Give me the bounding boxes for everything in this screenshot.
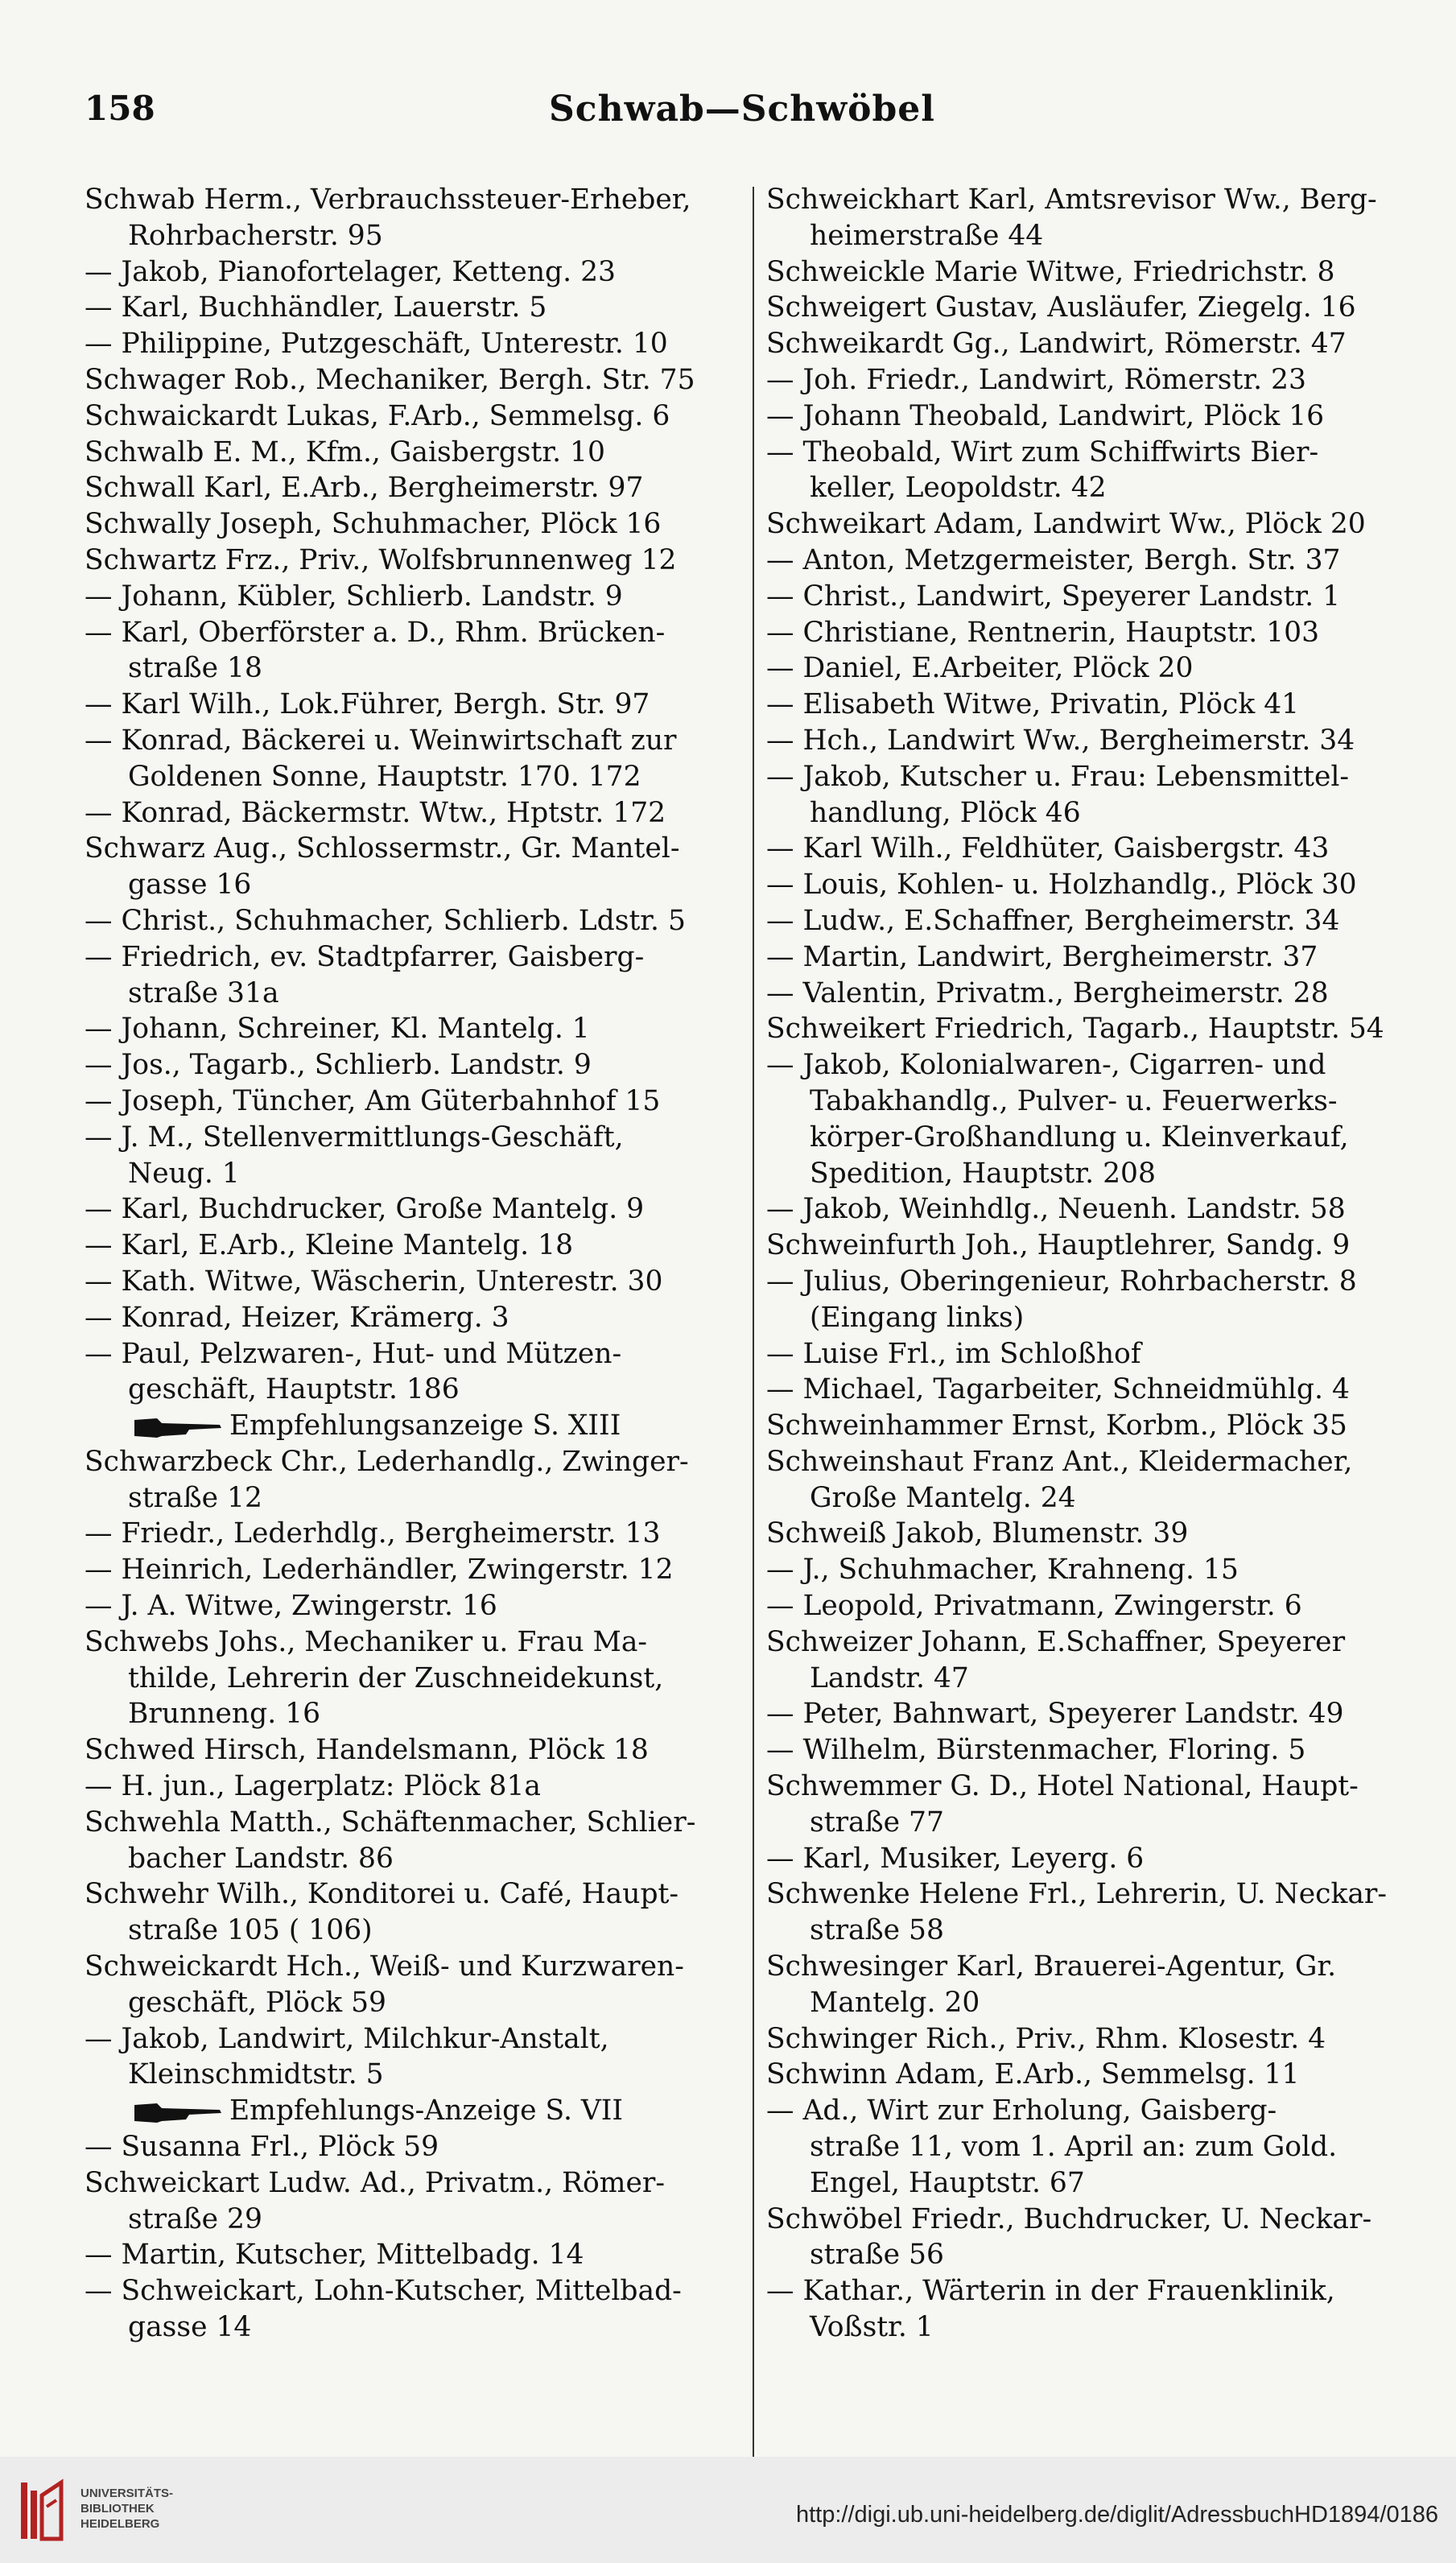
university-library-logo-icon [14,2474,71,2547]
directory-entry-line: — Jakob, Weinhdlg., Neuenh. Landstr. 58 [766,1193,1346,1226]
directory-entry-line: Schweickart Ludw. Ad., Privatm., Römer- [85,2166,666,2199]
directory-entry-line: — Jakob, Landwirt, Milchkur-Anstalt, [85,2022,609,2055]
directory-entry-line: straße 12 [128,1481,262,1514]
directory-entry-line: — Schweickart, Lohn-Kutscher, Mittelbad- [85,2275,682,2308]
pointing-hand-icon [133,1415,223,1439]
directory-entry-line: straße 58 [810,1914,944,1947]
directory-entry-line: Schwehla Matth., Schäftenmacher, Schlier- [85,1806,696,1839]
directory-entry-line: Mantelg. 20 [810,1986,980,2019]
directory-entry-line: straße 29 [128,2202,262,2235]
directory-entry-line: Empfehlungsanzeige S. XIII [85,1408,761,1444]
directory-entry-line: — Daniel, E.Arbeiter, Plöck 20 [766,652,1194,685]
page-number: 158 [85,89,155,128]
directory-entry-line: Empfehlungs-Anzeige S. VII [85,2093,761,2129]
directory-entry-line: Schwartz Frz., Priv., Wolfsbrunnenweg 12 [85,543,677,576]
directory-entry-line: — Ad., Wirt zur Erholung, Gaisberg- [766,2095,1277,2128]
directory-entry-line: Schweinshaut Franz Ant., Kleidermacher, [766,1445,1353,1478]
directory-entry-line: — Martin, Landwirt, Bergheimerstr. 37 [766,940,1318,973]
directory-entry-line: — Paul, Pelzwaren-, Hut- und Mützen- [85,1337,622,1370]
directory-entry-line: gasse 16 [128,869,252,902]
directory-entry-line: — Konrad, Heizer, Krämerg. 3 [85,1301,509,1334]
directory-entry-line: Schwinger Rich., Priv., Rhm. Klosestr. 4 [766,2022,1326,2055]
directory-entry-line: Schwebs Johs., Mechaniker u. Frau Ma- [85,1625,648,1658]
directory-entry-line: Spedition, Hauptstr. 208 [810,1157,1156,1190]
directory-entry-line: Schweickardt Hch., Weiß- und Kurzwaren- [85,1950,684,1983]
directory-entry-line: thilde, Lehrerin der Zuschneidekunst, [128,1661,664,1694]
directory-entry-line: — Elisabeth Witwe, Privatin, Plöck 41 [766,688,1300,721]
directory-entry-line: — Konrad, Bäckerei u. Weinwirtschaft zur [85,724,677,757]
directory-entry-line: geschäft, Hauptstr. 186 [128,1373,460,1406]
directory-entry-line: — Hch., Landwirt Ww., Bergheimerstr. 34 [766,724,1355,757]
directory-entry-line: Schwarzbeck Chr., Lederhandlg., Zwinger- [85,1445,689,1478]
directory-entry-line: — Leopold, Privatmann, Zwingerstr. 6 [766,1590,1302,1623]
directory-entry-line: Schwenke Helene Frl., Lehrerin, U. Neckar- [766,1878,1388,1911]
directory-entry-line: geschäft, Plöck 59 [128,1986,386,2019]
directory-entry-line: Schweinhammer Ernst, Korbm., Plöck 35 [766,1409,1347,1442]
directory-entry-line: — Peter, Bahnwart, Speyerer Landstr. 49 [766,1698,1344,1731]
directory-entry-line: Rohrbacherstr. 95 [128,219,383,252]
directory-entry-line: Schweikardt Gg., Landwirt, Römerstr. 47 [766,328,1347,361]
directory-entry-line: — J., Schuhmacher, Krahneng. 15 [766,1554,1239,1587]
directory-entry-line: — Ludw., E.Schaffner, Bergheimerstr. 34 [766,904,1340,937]
directory-entry-line: — Karl, Buchdrucker, Große Mantelg. 9 [85,1193,645,1226]
directory-entry-line: Schwed Hirsch, Handelsmann, Plöck 18 [85,1734,649,1767]
directory-entry-line: — Konrad, Bäckermstr. Wtw., Hptstr. 172 [85,796,666,829]
directory-entry-line: — Kathar., Wärterin in der Frauenklinik, [766,2275,1335,2308]
directory-entry-line: — Jos., Tagarb., Schlierb. Landstr. 9 [85,1049,592,1082]
directory-entry-line: — Michael, Tagarbeiter, Schneidmühlg. 4 [766,1373,1350,1406]
directory-entry-line: — Luise Frl., im Schloßhof [766,1337,1141,1370]
directory-entry-line: gasse 14 [128,2311,252,2344]
directory-entry-line: keller, Leopoldstr. 42 [810,472,1107,505]
directory-entry-line: — Karl, Buchhändler, Lauerstr. 5 [85,291,547,324]
directory-entry-line: Schwinn Adam, E.Arb., Semmelsg. 11 [766,2058,1300,2091]
directory-entry-line: Schwemmer G. D., Hotel National, Haupt- [766,1770,1359,1803]
directory-entry-line: — Karl Wilh., Feldhüter, Gaisbergstr. 43 [766,832,1330,865]
directory-entry-line: — Christiane, Rentnerin, Hauptstr. 103 [766,616,1320,649]
directory-entry-line: Schweizer Johann, E.Schaffner, Speyerer [766,1625,1346,1658]
pointing-hand-icon [133,2100,223,2124]
directory-entry-line: (Eingang links) [810,1301,1025,1334]
directory-entry-line: Brunneng. 16 [128,1698,321,1731]
directory-entry-line: Schwarz Aug., Schlossermstr., Gr. Mantel- [85,832,680,865]
directory-entry-line: — Jakob, Kutscher u. Frau: Lebensmittel- [766,760,1350,793]
directory-entry-line: Schwaickardt Lukas, F.Arb., Semmelsg. 6 [85,399,670,432]
directory-entry-line: straße 31a [128,976,279,1009]
directory-entry-line: — Valentin, Privatm., Bergheimerstr. 28 [766,976,1329,1009]
directory-entry-line: körper-Großhandlung u. Kleinverkauf, [810,1121,1349,1154]
source-url-link[interactable]: http://digi.ub.uni-heidelberg.de/diglit/AdressbuchHD1894/0186 [795,2502,1438,2528]
directory-entry-line: Tabakhandlg., Pulver- u. Feuerwerks- [810,1084,1338,1117]
directory-entry-line: Schweickle Marie Witwe, Friedrichstr. 8 [766,255,1335,288]
directory-entry-line: Schweiß Jakob, Blumenstr. 39 [766,1517,1189,1550]
directory-entry-line: Kleinschmidtstr. 5 [128,2058,384,2091]
column-divider [753,187,754,2481]
directory-entry-line: Schweigert Gustav, Ausläufer, Ziegelg. 16 [766,291,1356,324]
directory-entry-line: straße 11, vom 1. April an: zum Gold. [810,2131,1338,2164]
directory-entry-line: — Karl, E.Arb., Kleine Mantelg. 18 [85,1229,574,1262]
directory-entry-line: — Joh. Friedr., Landwirt, Römerstr. 23 [766,363,1306,396]
directory-entry-line: — Theobald, Wirt zum Schiffwirts Bier- [766,435,1319,468]
directory-entry-line: Schwall Karl, E.Arb., Bergheimerstr. 97 [85,472,644,505]
directory-entry-line: Schwehr Wilh., Konditorei u. Café, Haupt- [85,1878,679,1911]
directory-entry-line: — Susanna Frl., Plöck 59 [85,2131,439,2164]
page-header [85,89,1400,140]
directory-entry-line: Schwager Rob., Mechaniker, Bergh. Str. 75 [85,363,695,396]
directory-entry-line: — H. jun., Lagerplatz: Plöck 81a [85,1770,541,1803]
directory-entry-line: straße 105 ( 106) [128,1914,373,1947]
directory-entry-line: — Martin, Kutscher, Mittelbadg. 14 [85,2239,584,2272]
directory-entry-line: — Joseph, Tüncher, Am Güterbahnhof 15 [85,1084,661,1117]
directory-entry-line: Schwally Joseph, Schuhmacher, Plöck 16 [85,508,662,541]
directory-entry-line: — Wilhelm, Bürstenmacher, Floring. 5 [766,1734,1306,1767]
directory-entry-line: Voßstr. 1 [810,2311,934,2344]
directory-entry-line: — J. M., Stellenvermittlungs-Geschäft, [85,1121,624,1154]
library-name: UNIVERSITÄTS- BIBLIOTHEK HEIDELBERG [80,2487,174,2531]
directory-entry-line: — Johann, Kübler, Schlierb. Landstr. 9 [85,580,623,613]
right-column [766,182,1442,2346]
directory-entry-line: straße 77 [810,1806,944,1839]
directory-entry-line: — Karl, Oberförster a. D., Rhm. Brücken- [85,616,666,649]
directory-entry-line: — Johann, Schreiner, Kl. Mantelg. 1 [85,1013,590,1046]
directory-entry-line: Schweickhart Karl, Amtsrevisor Ww., Berg- [766,184,1377,216]
directory-entry-line: — Julius, Oberingenieur, Rohrbacherstr. 8 [766,1265,1357,1298]
directory-entry-line: Neug. 1 [128,1157,240,1190]
footer-bar [0,2457,1456,2563]
directory-entry-line: Schweinfurth Joh., Hauptlehrer, Sandg. 9 [766,1229,1351,1262]
directory-entry-line: handlung, Plöck 46 [810,796,1081,829]
directory-entry-line: Große Mantelg. 24 [810,1481,1076,1514]
directory-entry-line: — Louis, Kohlen- u. Holzhandlg., Plöck 30 [766,869,1357,902]
directory-entry-line: Schwalb E. M., Kfm., Gaisbergstr. 10 [85,435,605,468]
directory-entry-line: — Christ., Schuhmacher, Schlierb. Ldstr. 5 [85,904,686,937]
directory-entry-line: Goldenen Sonne, Hauptstr. 170. 172 [128,760,641,793]
directory-entry-line: Schweikart Adam, Landwirt Ww., Plöck 20 [766,508,1366,541]
directory-entry-line: heimerstraße 44 [810,219,1044,252]
directory-entry-line: Schweikert Friedrich, Tagarb., Hauptstr. 54 [766,1013,1384,1046]
directory-entry-line: bacher Landstr. 86 [128,1842,394,1875]
directory-entry-line: — Jakob, Pianofortelager, Ketteng. 23 [85,255,616,288]
directory-entry-line: — J. A. Witwe, Zwingerstr. 16 [85,1590,497,1623]
directory-entry-line: — Christ., Landwirt, Speyerer Landstr. 1 [766,580,1341,613]
directory-entry-line: — Kath. Witwe, Wäscherin, Unterestr. 30 [85,1265,663,1298]
directory-entry-line: Schwöbel Friedr., Buchdrucker, U. Neckar- [766,2202,1372,2235]
directory-entry-line: — Johann Theobald, Landwirt, Plöck 16 [766,399,1325,432]
running-title: Schwab—Schwöbel [549,89,935,130]
directory-entry-line: — Philippine, Putzgeschäft, Unterestr. 10 [85,328,668,361]
directory-entry-line: — Friedrich, ev. Stadtpfarrer, Gaisberg- [85,940,645,973]
directory-entry-line: Landstr. 47 [810,1661,969,1694]
left-column [85,182,761,2346]
directory-entry-line: straße 18 [128,652,262,685]
directory-entry-line: Engel, Hauptstr. 67 [810,2166,1085,2199]
directory-entry-line: Schwab Herm., Verbrauchssteuer-Erheber, [85,184,691,216]
directory-entry-line: Schwesinger Karl, Brauerei-Agentur, Gr. [766,1950,1337,1983]
directory-entry-line: straße 56 [810,2239,944,2272]
directory-entry-line: — Anton, Metzgermeister, Bergh. Str. 37 [766,543,1341,576]
directory-entry-line: — Heinrich, Lederhändler, Zwingerstr. 12 [85,1554,674,1587]
directory-entry-line: — Jakob, Kolonialwaren-, Cigarren- und [766,1049,1326,1082]
directory-entry-line: — Karl Wilh., Lok.Führer, Bergh. Str. 97 [85,688,650,721]
directory-entry-line: — Friedr., Lederhdlg., Bergheimerstr. 13 [85,1517,661,1550]
directory-entry-line: — Karl, Musiker, Leyerg. 6 [766,1842,1145,1875]
